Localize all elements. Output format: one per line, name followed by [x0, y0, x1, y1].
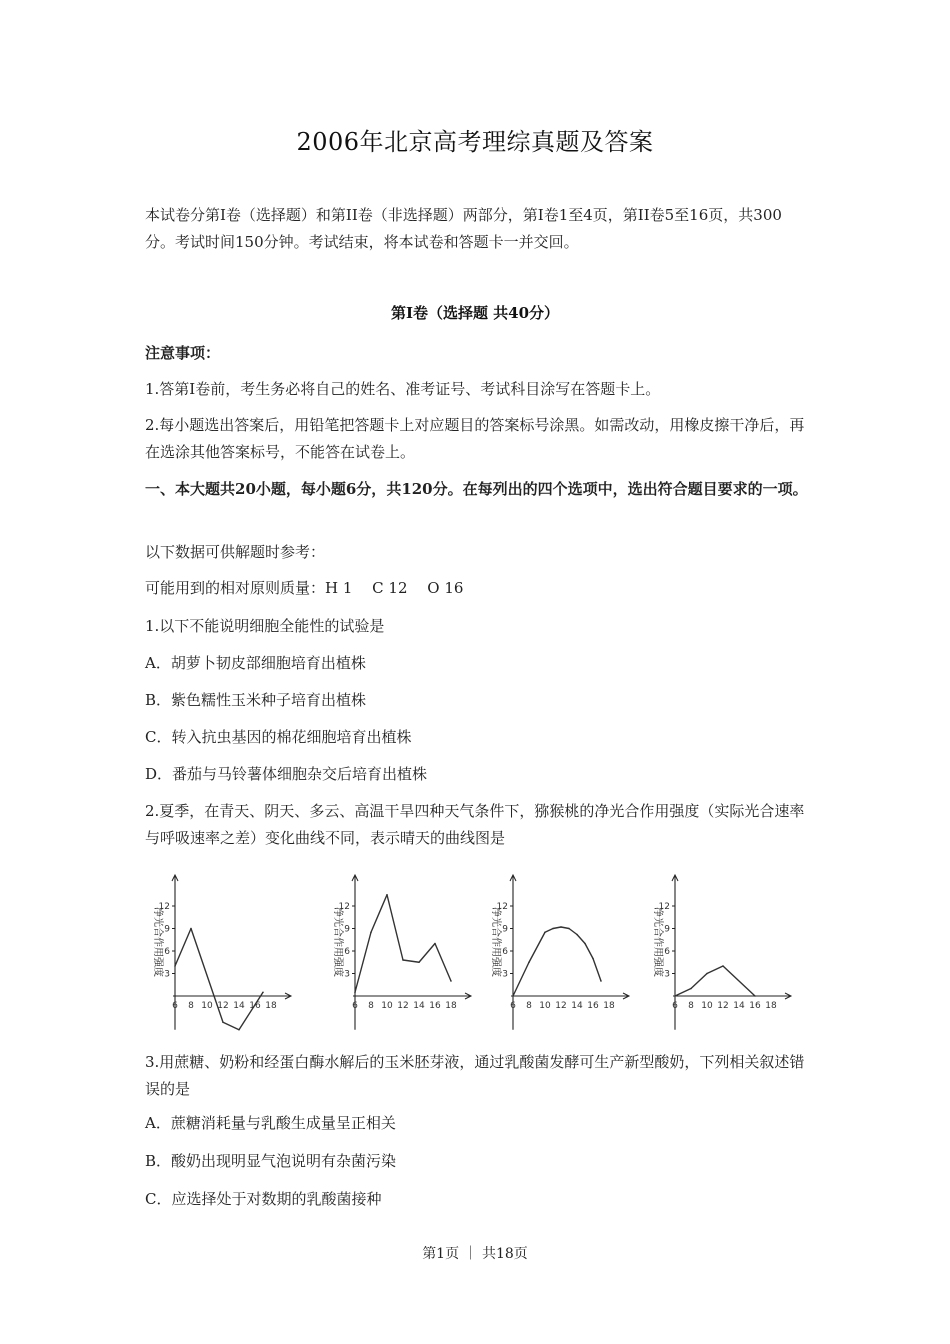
chart-2-svg	[320, 872, 480, 1032]
y-tick-label: 3	[502, 969, 508, 980]
x-tick-label: 8	[188, 1001, 194, 1011]
data-point	[584, 943, 586, 945]
x-tick-label: 14	[413, 1001, 425, 1011]
chart-3	[478, 872, 638, 1032]
x-tick-label: 10	[701, 1001, 713, 1011]
x-tick-label: 8	[526, 1001, 532, 1011]
y-tick-label: 9	[164, 924, 170, 935]
x-tick-label: 10	[381, 1001, 393, 1011]
x-tick-label: 16	[749, 1001, 761, 1011]
x-tick-label: 16	[587, 1001, 599, 1011]
data-point	[222, 1021, 224, 1023]
data-point	[560, 926, 562, 928]
y-tick-label: 12	[658, 902, 670, 912]
data-point	[544, 931, 546, 933]
x-tick-label: 18	[603, 1001, 615, 1011]
chart-1-svg	[140, 872, 300, 1032]
data-point	[174, 965, 176, 967]
x-tick-label: 14	[571, 1001, 583, 1011]
x-tick-label: 18	[765, 1001, 777, 1011]
y-tick-label: 12	[338, 902, 350, 912]
x-tick-label: 16	[429, 1001, 441, 1011]
data-point	[568, 928, 570, 930]
x-tick-label: 6	[172, 1001, 178, 1011]
data-point	[450, 980, 452, 982]
data-point	[418, 961, 420, 963]
chart-1	[140, 872, 300, 1032]
q2-stem: 2.夏季，在青天、阴天、多云、高温干旱四种天气条件下，猕猴桃的净光合作用强度（实际光合速率与呼吸速率之差）变化曲线不同，表示晴天的曲线图是	[145, 802, 805, 847]
atomic-mass-note: 可能用到的相对原则质量：H 1 C 12 O 16	[145, 579, 464, 597]
data-point	[552, 928, 554, 930]
chart-4-svg	[640, 872, 800, 1032]
chart-4	[640, 872, 800, 1032]
chart-3-svg	[478, 872, 638, 1032]
notice-heading: 注意事项：	[145, 344, 221, 362]
y-tick-label: 3	[344, 969, 350, 980]
x-tick-label: 6	[352, 1001, 358, 1011]
x-tick-label: 18	[445, 1001, 457, 1011]
data-point	[370, 931, 372, 933]
data-point	[722, 965, 724, 967]
part-heading: 一、本大题共20小题，每小题6分，共120分。在每列出的四个选项中，选出符合题目要求的一项。	[145, 480, 808, 498]
y-tick-label: 12	[158, 902, 170, 912]
q3-option-c: C．应选择处于对数期的乳酸菌接种	[145, 1190, 382, 1208]
x-tick-label: 10	[201, 1001, 213, 1011]
y-tick-label: 3	[664, 969, 670, 980]
q1-stem: 1.以下不能说明细胞全能性的试验是	[145, 617, 385, 635]
data-point	[238, 1029, 240, 1031]
y-tick-label: 3	[164, 969, 170, 980]
series-line	[175, 929, 263, 1030]
series-line	[675, 966, 755, 996]
y-tick-label: 6	[344, 947, 350, 957]
x-tick-label: 6	[672, 1001, 678, 1011]
x-tick-label: 12	[217, 1001, 229, 1011]
data-point	[402, 959, 404, 961]
x-tick-label: 14	[733, 1001, 745, 1011]
data-point	[354, 991, 356, 993]
data-point	[754, 995, 756, 997]
series-line	[355, 895, 451, 993]
notice-item-1: 1.答第Ⅰ卷前，考生务必将自己的姓名、准考证号、考试科目涂写在答题卡上。	[145, 380, 661, 398]
q3-option-a: A．蔗糖消耗量与乳酸生成量呈正相关	[145, 1114, 396, 1132]
y-axis-label: 净光合作用强度	[332, 907, 343, 977]
x-tick-label: 12	[555, 1001, 567, 1011]
series-line	[513, 927, 601, 996]
data-point	[262, 991, 264, 993]
data-point	[190, 928, 192, 930]
x-tick-label: 6	[510, 1001, 516, 1011]
x-tick-label: 12	[397, 1001, 409, 1011]
q3-option-b: B．酸奶出现明显气泡说明有杂菌污染	[145, 1152, 397, 1170]
x-tick-label: 18	[265, 1001, 277, 1011]
data-point	[386, 894, 388, 896]
reference-note: 以下数据可供解题时参考：	[145, 543, 326, 561]
data-point	[592, 958, 594, 960]
x-tick-label: 8	[688, 1001, 694, 1011]
x-tick-label: 16	[249, 1001, 261, 1011]
section-title: 第Ⅰ卷（选择题 共40分）	[390, 304, 560, 322]
intro-paragraph: 本试卷分第Ⅰ卷（选择题）和第II卷（非选择题）两部分，第Ⅰ卷1至4页，第II卷5至16页，共300分。考试时间150分钟。考试结束，将本试卷和答题卡一并交回。	[145, 206, 782, 251]
data-point	[690, 988, 692, 990]
y-axis-label: 净光合作用强度	[490, 907, 501, 977]
data-point	[434, 943, 436, 945]
data-point	[600, 980, 602, 982]
y-tick-label: 9	[664, 924, 670, 935]
data-point	[512, 995, 514, 997]
q1-option-a: A．胡萝卜韧皮部细胞培育出植株	[145, 654, 366, 672]
notice-item-2: 2.每小题选出答案后，用铅笔把答题卡上对应题目的答案标号涂黑。如需改动，用橡皮擦干净后，再在选涂其他答案标号，不能答在试卷上。	[145, 416, 805, 461]
y-tick-label: 6	[502, 947, 508, 957]
page-footer: 第1页 ｜ 共18页	[422, 1246, 528, 1262]
q1-option-c: C．转入抗虫基因的棉花细胞培育出植株	[145, 728, 412, 746]
x-tick-label: 14	[233, 1001, 245, 1011]
q1-option-b: B．紫色糯性玉米种子培育出植株	[145, 691, 367, 709]
data-point	[706, 973, 708, 975]
x-tick-label: 12	[717, 1001, 729, 1011]
y-axis-label: 净光合作用强度	[652, 907, 663, 977]
page-title: 2006年北京高考理综真题及答案	[296, 128, 654, 156]
y-tick-label: 9	[344, 924, 350, 935]
y-tick-label: 6	[164, 947, 170, 957]
x-tick-label: 10	[539, 1001, 551, 1011]
x-tick-label: 8	[368, 1001, 374, 1011]
y-tick-label: 6	[664, 947, 670, 957]
data-point	[576, 934, 578, 936]
q3-stem: 3.用蔗糖、奶粉和经蛋白酶水解后的玉米胚芽液，通过乳酸菌发酵可生产新型酸奶，下列相关叙述错误的是	[145, 1053, 805, 1098]
q2-charts	[140, 872, 810, 1032]
data-point	[674, 995, 676, 997]
y-axis-label: 净光合作用强度	[152, 907, 163, 977]
chart-2	[320, 872, 480, 1032]
q1-option-d: D．番茄与马铃薯体细胞杂交后培育出植株	[145, 765, 428, 783]
data-point	[528, 961, 530, 963]
y-tick-label: 12	[496, 902, 508, 912]
y-tick-label: 9	[502, 924, 508, 935]
